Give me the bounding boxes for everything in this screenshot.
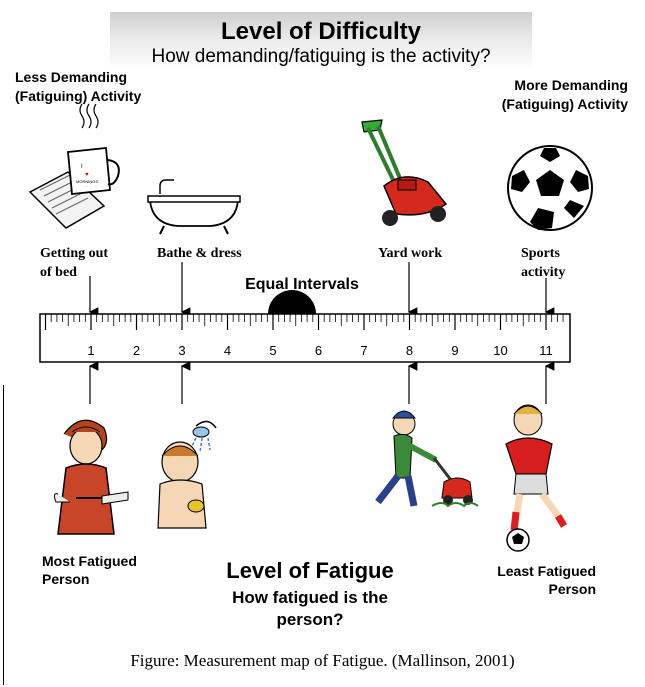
- ruler-number: 4: [223, 343, 232, 358]
- bathtub-icon: [148, 180, 240, 234]
- svg-text:MORNINGS: MORNINGS: [76, 179, 98, 184]
- fatigue-question: [190, 587, 430, 631]
- left-border-line: [3, 385, 4, 685]
- fatigue-question-line2: person?: [276, 610, 344, 629]
- activity-label-getting-out-of-bed: [40, 244, 130, 282]
- ruler-number: 9: [451, 343, 459, 358]
- coffee-and-newspaper-icon: [30, 104, 119, 228]
- least-fatigued-label: [470, 562, 596, 598]
- most-fatigued-line1: Most Fatigued: [42, 553, 137, 569]
- mug-text: I: [81, 164, 83, 170]
- fatigue-question-line1: How fatigued is the: [232, 588, 388, 607]
- soccer-ball-icon: [508, 146, 592, 230]
- activity-2-line1: Bathe & dress: [157, 246, 242, 261]
- ruler-number: 3: [178, 343, 186, 358]
- person-playing-soccer-icon: [506, 405, 564, 551]
- person-mowing-icon: [378, 411, 478, 506]
- least-fatigued-line2: Person: [548, 581, 596, 597]
- most-fatigued-line2: Person: [42, 571, 90, 587]
- least-fatigued-line1: Least Fatigued: [497, 563, 596, 579]
- ruler-number: 7: [360, 343, 368, 358]
- svg-text:♥: ♥: [85, 172, 89, 178]
- ruler-number: 1: [87, 343, 95, 358]
- lawn-mower-icon: [362, 120, 446, 226]
- activity-label-sports: [521, 244, 601, 282]
- less-demanding-line2: (Fatiguing) Activity: [15, 88, 142, 104]
- activity-4-line2: activity: [521, 265, 566, 280]
- most-fatigued-label: [42, 552, 172, 588]
- person-in-robe-icon: [54, 420, 128, 534]
- ruler-number: 6: [314, 343, 323, 358]
- more-demanding-line1: More Demanding: [514, 77, 628, 93]
- person-showering-icon: [158, 421, 216, 528]
- level-of-fatigue-title: Level of Fatigue: [226, 558, 394, 583]
- equal-intervals-label: Equal Intervals: [245, 276, 359, 293]
- page-subtitle: How demanding/fatiguing is the activity?: [151, 46, 491, 67]
- ruler-number: 2: [132, 343, 141, 358]
- ruler-number: 10: [493, 343, 508, 358]
- ruler-number: 5: [269, 343, 277, 358]
- activity-3-line1: Yard work: [378, 246, 443, 261]
- activity-label-yard-work: [378, 244, 468, 263]
- page-title: Level of Difficulty: [220, 18, 422, 45]
- activity-1-line1: Getting out: [40, 246, 109, 261]
- ruler-number: 8: [405, 343, 414, 358]
- more-demanding-line2: (Fatiguing) Activity: [501, 96, 628, 112]
- less-demanding-line1: Less Demanding: [15, 69, 128, 85]
- ruler: [40, 314, 570, 362]
- ruler-number: 11: [539, 343, 553, 358]
- activity-4-line1: Sports: [521, 246, 560, 261]
- activity-1-line2: of bed: [40, 265, 77, 280]
- figure-caption: Figure: Measurement map of Fatigue. (Mallinson, 2001): [130, 651, 515, 670]
- activity-label-bathe-dress: [157, 244, 267, 263]
